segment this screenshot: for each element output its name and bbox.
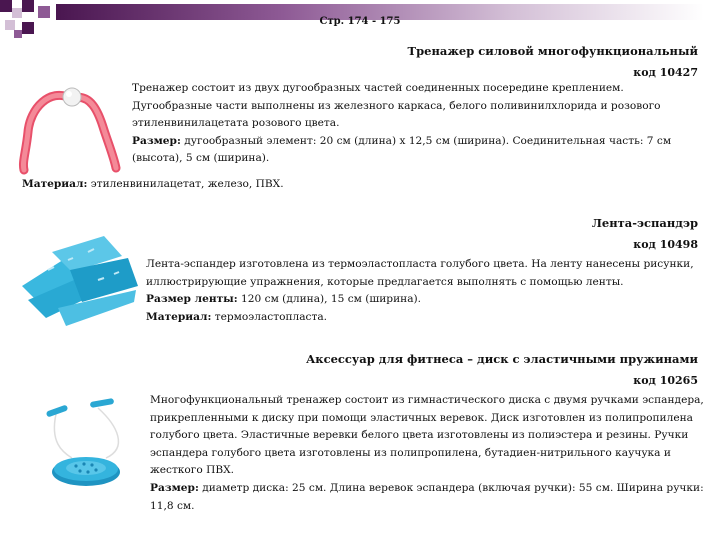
product-code: код 10265 [633, 374, 698, 387]
size-value: дугообразный элемент: 20 см (длина) х 12,5 см (ширина). Соединительная часть: 7 см (высота), 5 см (ширина). [132, 134, 672, 165]
description-text: Многофункциональный тренажер состоит из гимнастического диска с двумя ручками эспандера, прикрепленными к диску при помощи эластичных веревок. Диск изготовлен из полипропилена голубого цвета. Эластичные веревки белого цвета изготовлены из полиэстера и резины. Ручки эспандера голубого цвета изготовлены из полипропилена, бутадиен-нитрильного каучука и жесткого ПВХ. [150, 394, 704, 477]
product-description [132, 80, 706, 168]
product-code: код 10427 [633, 66, 698, 79]
size-label: Размер: [132, 134, 181, 147]
product-title: Тренажер силовой многофункциональный [407, 44, 698, 58]
size-label: Размер: [150, 481, 199, 494]
material-value: термоэластопласта. [211, 310, 328, 323]
size-value: диаметр диска: 25 см. Длина веревок эспандера (включая ручки): 55 см. Ширина ручки: 11,8 см. [150, 481, 704, 512]
fitness-disc-image [36, 392, 132, 496]
size-value: 120 см (длина), 15 см (ширина). [237, 293, 422, 306]
material-value: этиленвинилацетат, железо, ПВХ. [87, 178, 284, 190]
material-label: Материал: [22, 178, 88, 190]
description-text: Тренажер состоит из двух дугообразных частей соединенных посередине креплением. Дугообразные части выполнены из железного каркаса, белого поливинилхлорида и розового этиленвинилацетата розового цвета. [132, 82, 661, 130]
strength-trainer-image [10, 80, 122, 176]
size-label: Размер ленты: [146, 293, 238, 306]
product-title: Лента-эспандэр [591, 216, 698, 230]
material-label: Материал: [146, 310, 212, 323]
material-line [22, 178, 284, 190]
product-description [146, 256, 706, 326]
product-code: код 10498 [633, 238, 698, 251]
product-title: Аксессуар для фитнеса – диск с эластичными пружинами [305, 352, 698, 366]
description-text: Лента-эспандер изготовлена из термоэластопласта голубого цвета. На ленту нанесены рисунки, иллюстрирующие упражнения, которые предлагается выполнять с помощью ленты. [146, 258, 694, 288]
page-reference: Стр. 174 - 175 [319, 16, 401, 27]
resistance-band-image [18, 230, 142, 330]
product-description [150, 392, 706, 515]
